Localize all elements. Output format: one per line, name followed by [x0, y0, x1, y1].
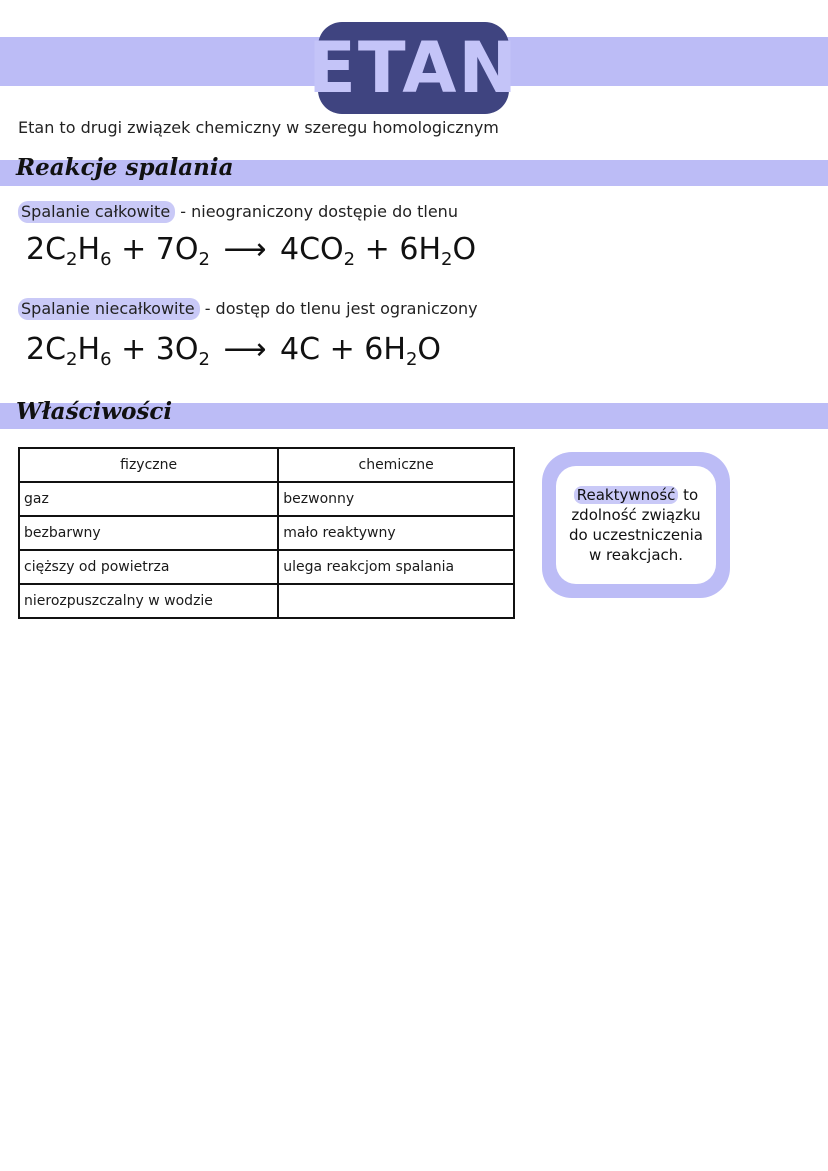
speech-tail-icon — [692, 556, 706, 570]
table-row — [19, 584, 514, 618]
incomplete-combustion-line — [18, 299, 478, 318]
combustion-heading: Reakcje spalania — [16, 154, 234, 181]
eq-plus: + — [329, 332, 355, 367]
eq-subscript: 2 — [198, 249, 210, 270]
eq-subscript: 2 — [66, 249, 78, 270]
properties-table — [18, 447, 515, 619]
table-cell: ulega reakcjom spalania — [278, 550, 514, 584]
title-badge — [308, 22, 519, 114]
eq-subscript: 6 — [100, 249, 112, 270]
eq-plus: + — [364, 232, 390, 267]
eq-term: 4CO — [280, 232, 344, 267]
note-text — [561, 485, 711, 565]
eq-plus: + — [121, 232, 147, 267]
eq-term: 7O — [155, 232, 199, 267]
eq-subscript: 2 — [343, 249, 356, 270]
table-row — [19, 516, 514, 550]
table-cell: mało reaktywny — [278, 516, 514, 550]
column-header-chemical: chemiczne — [278, 448, 514, 482]
note-body: to zdolność związku do uczestniczenia w reakcjach. — [569, 486, 703, 564]
complete-combustion-line — [18, 202, 458, 221]
eq-subscript: 6 — [100, 349, 112, 370]
eq-plus: + — [121, 332, 147, 367]
page-title: ETAN — [308, 27, 519, 109]
complete-combustion-label: Spalanie całkowite — [18, 201, 175, 223]
table-cell: bezwonny — [278, 482, 514, 516]
eq-term: 3O — [155, 332, 199, 367]
eq-term: 6H — [399, 232, 442, 267]
column-header-physical: fizyczne — [19, 448, 278, 482]
note-bubble — [542, 452, 730, 598]
table-cell: gaz — [19, 482, 278, 516]
eq-term: O — [452, 232, 477, 267]
eq-arrow: ⟶ — [223, 232, 267, 267]
eq-subscript: 2 — [66, 349, 78, 370]
incomplete-combustion-description: - dostęp do tlenu jest ograniczony — [204, 299, 478, 318]
eq-subscript: 2 — [198, 349, 210, 370]
eq-term: O — [417, 332, 442, 367]
eq-term: H — [77, 232, 101, 267]
eq-term: 4C — [280, 332, 321, 367]
properties-heading: Właściwości — [16, 398, 173, 425]
eq-term: H — [77, 332, 101, 367]
incomplete-combustion-label: Spalanie niecałkowite — [18, 298, 200, 320]
table-header-row — [19, 448, 514, 482]
complete-combustion-equation — [26, 232, 476, 270]
table-row — [19, 482, 514, 516]
eq-subscript: 2 — [405, 349, 418, 370]
intro-text: Etan to drugi związek chemiczny w szeregu homologicznym — [18, 118, 499, 137]
incomplete-combustion-equation — [26, 332, 441, 370]
eq-subscript: 2 — [441, 249, 453, 270]
table-cell: nierozpuszczalny w wodzie — [19, 584, 278, 618]
complete-combustion-description: - nieograniczony dostępie do tlenu — [180, 202, 458, 221]
eq-term: 2C — [26, 332, 67, 367]
table-row — [19, 550, 514, 584]
table-cell — [278, 584, 514, 618]
table-cell: bezbarwny — [19, 516, 278, 550]
table-cell: cięższy od powietrza — [19, 550, 278, 584]
eq-term: 6H — [364, 332, 406, 367]
note-highlight: Reaktywność — [574, 486, 679, 504]
eq-arrow: ⟶ — [223, 332, 267, 367]
eq-term: 2C — [26, 232, 67, 267]
